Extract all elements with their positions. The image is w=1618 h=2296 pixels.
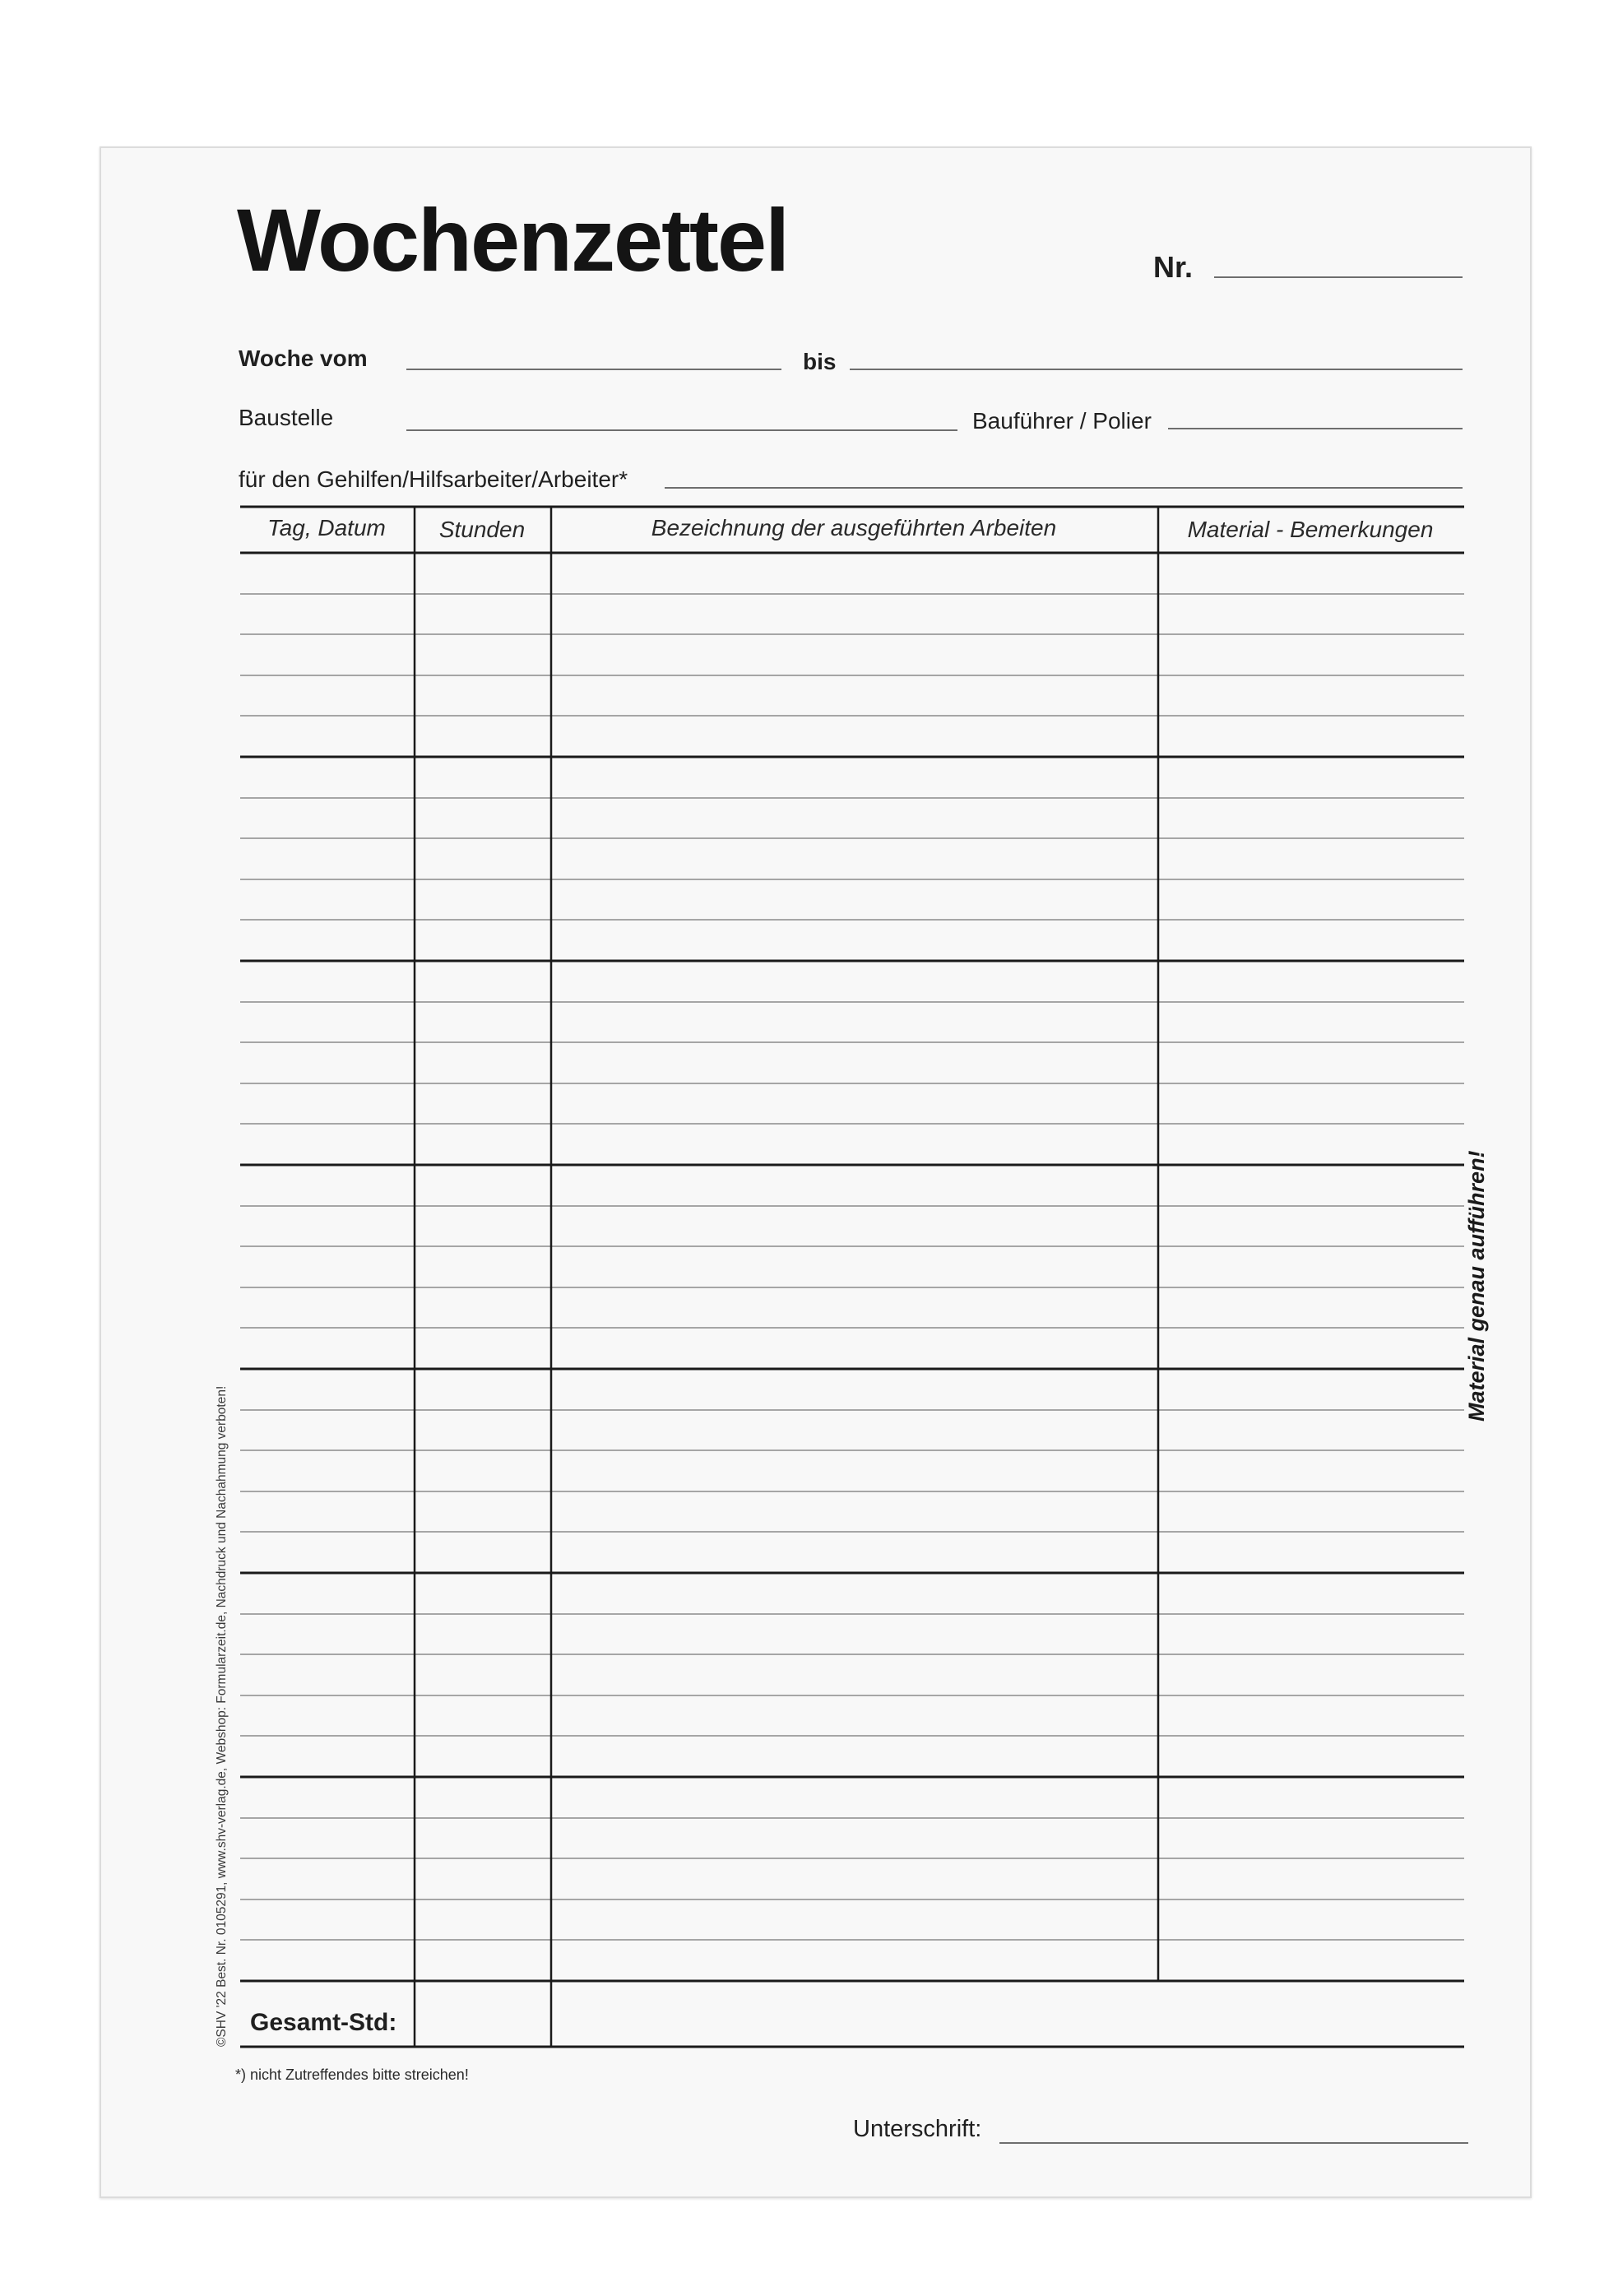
column-header-work-description: Bezeichnung der ausgeführten Arbeiten (651, 515, 1057, 540)
column-header-material-remarks: Material - Bemerkungen (1187, 517, 1434, 542)
site-label: Baustelle (239, 405, 334, 430)
form-title: Wochenzettel (237, 190, 789, 290)
column-header-hours: Stunden (438, 517, 526, 542)
until-label: bis (803, 349, 837, 374)
footnote: *) nicht Zutreffendes bitte streichen! (235, 2066, 469, 2083)
publisher-note: ©SHV '22 Best. Nr. 0105291, www.shv-verlag.de, Webshop: Formularzeit.de, Nachdruck und Nachahmung verboten! (215, 1385, 229, 2047)
nr-label: Nr. (1153, 250, 1194, 284)
signature-label: Unterschrift: (853, 2116, 982, 2142)
signature-field[interactable] (999, 2142, 1468, 2144)
week-from-label: Woche vom (239, 346, 368, 371)
column-header-day-date: Tag, Datum (267, 515, 386, 540)
material-note: Material genau aufführen! (1464, 1150, 1489, 1422)
site-manager-label: Bauführer / Polier (972, 408, 1152, 434)
total-hours-label: Gesamt-Std: (250, 2009, 397, 2036)
workers-label: für den Gehilfen/Hilfsarbeiter/Arbeiter* (239, 466, 628, 492)
